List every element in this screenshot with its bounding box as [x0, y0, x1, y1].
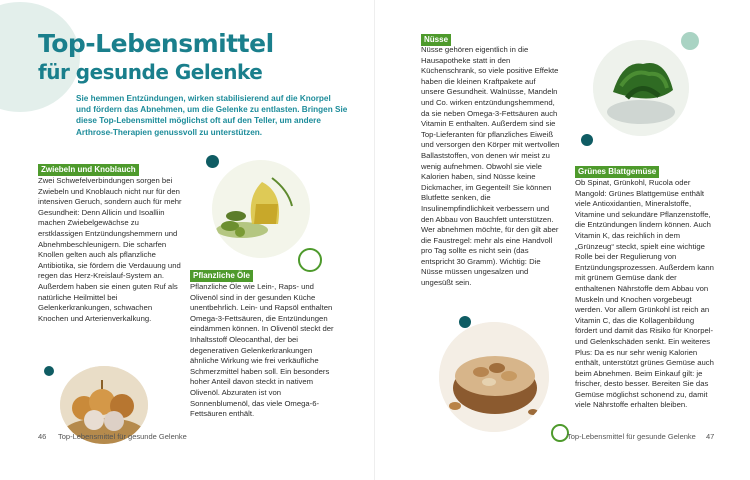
right-page — [375, 0, 750, 480]
decorative-dot-teal-bottom — [459, 316, 471, 328]
page-number-left: 46 — [38, 432, 47, 441]
running-title-left: Top-Lebensmittel für gesunde Gelenke — [58, 432, 187, 441]
page-number-right: 47 — [706, 432, 715, 441]
section-body-greens: Ob Spinat, Grünkohl, Rucola oder Mangold: Grünes Blattgemüse enthält viele Antioxidantien, Mineralstoffe, Vitamine und sekundäre Pflanzenstoffe, die Entzündungen lindern können. Auch Vitamin K, das reichlich in dem „Grünzeug“ steckt, spielt eine wichtige Rolle bei der Regulierung von Entzündungsprozessen. Außerdem kann mit grünem Gemüse dank der enthaltenen Nährstoffe dem Abbau von Muskeln und Knochen vorgebeugt werden. Vor allem Grünkohl ist reich an Vitamin C, das die Kollagenbildung fördert und damit das Risiko für Knorpel- und Gelenkschäden senkt. Ein weiteres Plus: Da es nur sehr wenig Kalorien enthält, unterstützt grünes Gemüse auch beim Abnehmen. Beim Einkauf gilt: je frischer, desto besser. Bereiten Sie das Gemüse möglichst schonend zu, damit viele Nährstoffe erhalten bleiben. — [575, 178, 714, 410]
page-title: Top-Lebensmittel — [38, 29, 274, 58]
section-heading-onion: Zwiebeln und Knoblauch — [38, 164, 139, 176]
decorative-circle-mint-right — [681, 32, 699, 50]
nuts-bowl-image — [439, 322, 549, 432]
decorative-dot-teal-right — [581, 134, 593, 146]
decorative-ring-green — [298, 248, 322, 272]
section-body-nuts: Nüsse gehören eigentlich in die Hausapotheke statt in den Küchenschrank, so viele positive Effekte haben die kleinen Kraftpakete auf unsere Gesundheit. Walnüsse, Mandeln und Co. wirken entzündungshemmend, da sie neben Omega-3-Fettsäuren auch Vitamin E enthalten. Außerdem sind sie Top-Lieferanten für pflanzliches Eiweiß und versorgen den Körper mit wertvollen Ballaststoffen, von denen wir meist zu wenig aufnehmen. Obwohl sie viele Kalorien haben, sind Nüsse keine Dickmacher, im Gegenteil! Sie können Blutfette senken, die Insulinempfindlichkeit verbessern und den Abbau von Bauchfett unterstützen. Wer abnehmen möchte, für den gilt aber die Faustregel: mehr als eine Handvoll pro Tag sollte es nicht sein (das entspricht 30 Gramm). Wichtig: Die Nüsse müssen ungesalzen und ungesüßt sein. — [421, 45, 560, 288]
section-heading-greens: Grünes Blattgemüse — [575, 166, 659, 178]
running-title-right: Top-Lebensmittel für gesunde Gelenke — [567, 432, 696, 441]
section-heading-oil: Pflanzliche Öle — [190, 270, 253, 282]
leafy-greens-image — [593, 40, 689, 136]
decorative-dot-teal — [206, 155, 219, 168]
intro-text: Sie hemmen Entzündungen, wirken stabilisierend auf die Knorpel und fördern das Abnehmen, um die Gelenke zu entlasten. Bringen Sie diese Top-Lebensmittel möglichst oft auf den Teller, um andere Arthrose-Therapien genussvoll zu unterstützen. — [76, 94, 348, 137]
section-body-oil: Pflanzliche Öle wie Lein-, Raps- und Olivenöl sind in der gesunden Küche unentbehrlich. Lein- und Rapsöl enthalten Omega-3-Fettsäuren, die Entzündungen eindämmen können. In Olivenöl steckt der Inhaltsstoff Oleocanthal, der bei degenerativen Gelenkerkrankungen ähnliche Wirkung wie frei verkäufliche Schmerzmittel haben soll. Ein besonders hoher Anteil davon steckt in nativem Olivenöl. Abzuraten ist von Sonnenblumenöl, das viele Omega-6-Fettsäuren enthält. — [190, 282, 334, 419]
section-heading-nuts: Nüsse — [421, 34, 451, 46]
section-body-onion: Zwei Schwefelverbindungen sorgen bei Zwiebeln und Knoblauch nicht nur für den intensiven Geruch, sondern auch für mehr Gesundheit: Denn Allicin und Isoalliin machen Zwiebelgewächse zu erstklassigen Entzündungshemmern und Abnehmbeschleunigern. Die scharfen Knollen gelten auch als pflanzliche Antibiotika, sie fördern die Verdauung und regen das Herz-Kreislauf-System an. Außerdem haben sie einen guten Ruf als natürliche Heilmittel bei Gelenkerkrankungen, schwachen Knochen und Arterienverkalkung. — [38, 176, 182, 323]
olive-oil-image — [212, 160, 310, 258]
page-subtitle: für gesunde Gelenke — [38, 60, 263, 84]
decorative-dot-teal-small — [44, 366, 54, 376]
